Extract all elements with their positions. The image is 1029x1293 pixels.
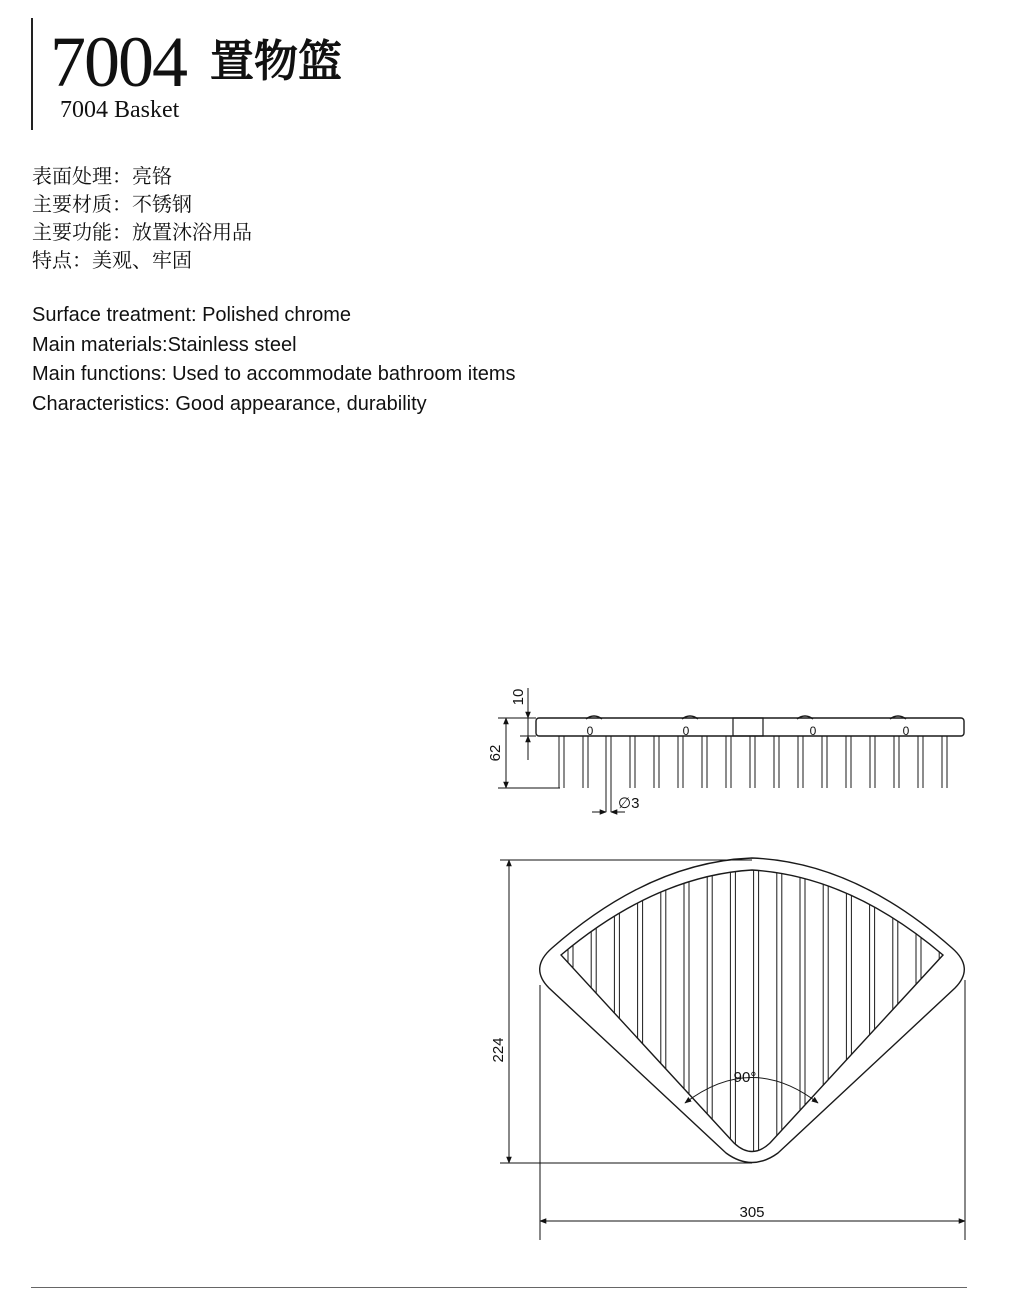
top-wires <box>568 860 944 1160</box>
product-title-en: 7004 Basket <box>60 97 180 123</box>
spec-cn-function: 主要功能：放置沐浴用品 <box>32 220 252 244</box>
dim-width: 305 <box>739 1204 765 1221</box>
basket-inner-frame <box>561 870 943 1152</box>
side-rim <box>536 718 964 736</box>
dim-depth: 224 <box>490 1037 507 1063</box>
spec-en-function: Main functions: Used to accommodate bathroom items <box>32 363 516 385</box>
spec-cn-features: 特点：美观、牢固 <box>32 248 192 272</box>
mount-mark-label: 0 <box>902 724 910 738</box>
model-number: 7004 <box>50 22 186 102</box>
mount-mark-label: 0 <box>682 724 690 738</box>
dim-side-height: 62 <box>487 744 504 762</box>
mount-mark-label: 0 <box>809 724 817 738</box>
dim-wire-diameter: ∅3 <box>618 795 640 812</box>
spec-cn-material: 主要材质：不锈钢 <box>32 192 192 216</box>
top-dimensions <box>500 860 965 1240</box>
side-view <box>536 716 964 812</box>
mount-mark-label: 0 <box>586 724 594 738</box>
dim-corner-angle: 90° <box>733 1069 757 1086</box>
top-view <box>540 858 965 1163</box>
spec-en-material: Main materials:Stainless steel <box>32 333 297 356</box>
spec-en-features: Characteristics: Good appearance, durability <box>32 392 427 415</box>
side-wires <box>559 736 947 788</box>
product-title-cn: 置物篮 <box>210 36 342 87</box>
spec-cn-surface: 表面处理：亮铬 <box>32 164 172 188</box>
dim-rim-thickness: 10 <box>510 688 527 706</box>
footer-rule <box>31 1287 967 1288</box>
spec-en-surface: Surface treatment: Polished chrome <box>32 304 352 326</box>
basket-outer-frame <box>540 858 965 1163</box>
